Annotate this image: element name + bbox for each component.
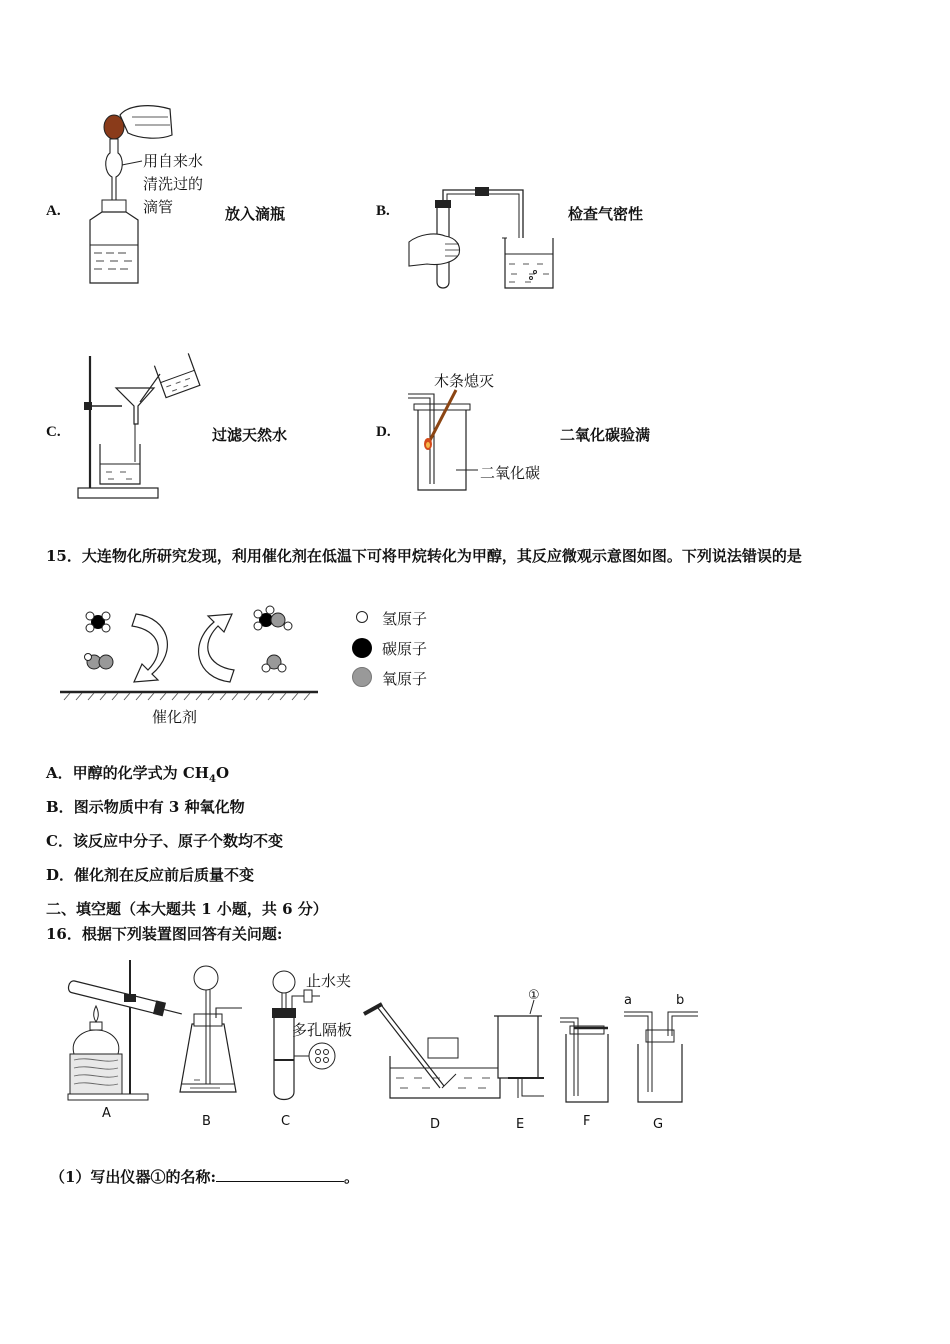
option-a-note-line2: 清洗过的 — [143, 175, 204, 193]
q16-sub1 — [50, 1166, 359, 1187]
legend-hydrogen-label: 氢原子 — [382, 610, 428, 628]
apparatus-g-label: G — [653, 1117, 664, 1132]
q15-option-b — [46, 796, 245, 817]
apparatus-g — [624, 1012, 698, 1102]
legend-oxygen-swatch — [352, 667, 372, 687]
legend-carbon-label: 碳原子 — [382, 640, 428, 658]
apparatus-d-label: D — [430, 1117, 441, 1132]
q15-catalyst-label: 催化剂 — [152, 708, 198, 726]
q15-option-a-tail: O — [215, 764, 230, 782]
q15-option-a — [46, 762, 229, 785]
q16-apparatus-figure — [60, 956, 700, 1106]
option-d-label-splint: 木条熄灭 — [434, 372, 495, 390]
option-c-caption: 过滤天然水 — [212, 426, 288, 444]
molecule-oxygen — [85, 654, 114, 670]
apparatus-e — [494, 1000, 544, 1098]
annotation-porous-plate: 多孔隔板 — [292, 1021, 353, 1039]
option-d-caption: 二氧化碳验满 — [560, 426, 651, 444]
apparatus-a-label: A — [102, 1106, 111, 1121]
apparatus-b-label: B — [202, 1114, 211, 1129]
q15-option-b-letter: B． — [46, 798, 74, 816]
option-a-caption: 放入滴瓶 — [225, 205, 286, 223]
option-d-letter: D. — [376, 424, 391, 440]
annotation-port-a: a — [624, 993, 632, 1008]
option-b-letter: B. — [376, 203, 390, 219]
q15-option-c-text: 该反应中分子、原子个数均不变 — [72, 832, 283, 850]
q15-option-a-sub: 4 — [208, 774, 216, 785]
apparatus-c-label: C — [281, 1114, 291, 1129]
option-b-figure — [405, 182, 565, 294]
legend-hydrogen-swatch — [356, 611, 368, 623]
molecule-methanol — [254, 606, 292, 630]
q16-stem: 16．根据下列装置图回答有关问题: — [46, 925, 283, 943]
q15-option-a-text: 甲醇的化学式为 CH — [72, 764, 209, 782]
option-c-figure — [78, 352, 208, 502]
option-a-note-line3: 滴管 — [143, 198, 174, 216]
q16-sub1-end: 。 — [343, 1168, 359, 1186]
annotation-stop-clamp: 止水夹 — [306, 972, 352, 990]
legend-carbon-swatch — [352, 638, 372, 658]
option-a-note-line1: 用自来水 — [143, 152, 204, 170]
q16-sub1-answer-blank[interactable] — [216, 1167, 344, 1182]
option-b-caption: 检查气密性 — [568, 205, 644, 223]
option-a-letter: A. — [46, 203, 61, 219]
q15-option-d-letter: D． — [46, 866, 75, 884]
q16-sub1-text: （1）写出仪器①的名称: — [50, 1168, 216, 1186]
apparatus-a — [67, 960, 183, 1100]
option-d-figure — [408, 388, 478, 494]
q15-option-b-text: 图示物质中有 3 种氧化物 — [73, 798, 245, 816]
molecule-methane — [86, 612, 110, 632]
q15-option-c — [46, 830, 283, 851]
q15-option-d-text: 催化剂在反应前后质量不变 — [74, 866, 255, 884]
option-d-label-co2: 二氧化碳 — [480, 464, 541, 482]
apparatus-f — [560, 1018, 608, 1102]
q15-stem: 15．大连物化所研究发现，利用催化剂在低温下可将甲烷转化为甲醇，其反应微观示意图如图。下列说法错误的是 — [46, 547, 802, 565]
annotation-port-b: b — [676, 993, 685, 1008]
q15-option-c-letter: C． — [46, 832, 73, 850]
legend-oxygen-label: 氧原子 — [382, 670, 428, 688]
molecule-water — [262, 655, 286, 672]
apparatus-f-label: F — [583, 1114, 591, 1129]
apparatus-d — [364, 1004, 500, 1098]
annotation-instrument-1: ① — [528, 988, 540, 1003]
apparatus-b — [180, 966, 242, 1092]
apparatus-e-label: E — [516, 1117, 525, 1132]
q15-reaction-diagram — [60, 600, 320, 704]
q15-option-d — [46, 864, 254, 885]
q15-legend — [352, 608, 472, 692]
q15-option-a-letter: A． — [46, 764, 73, 782]
option-c-letter: C. — [46, 424, 61, 440]
section-2-heading: 二、填空题（本大题共 1 小题，共 6 分） — [46, 900, 328, 918]
